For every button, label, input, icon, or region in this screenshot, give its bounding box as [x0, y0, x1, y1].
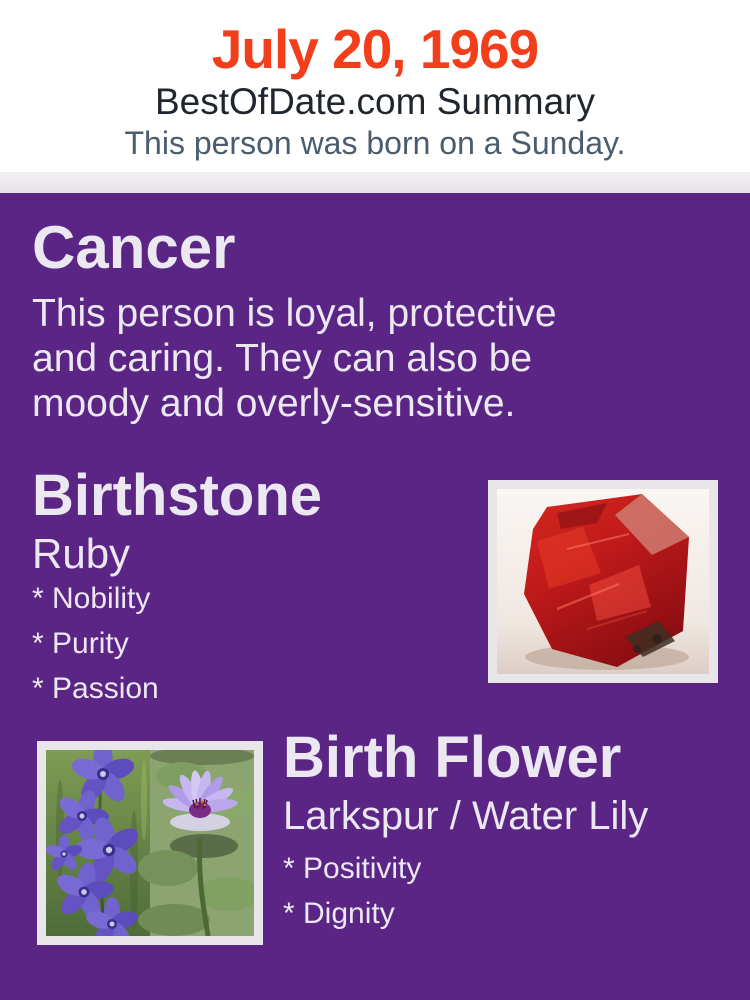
trait-item: * Nobility [32, 582, 151, 615]
birth-flower-name: Larkspur / Water Lily [283, 794, 649, 838]
birthstone-trait-list [32, 584, 159, 719]
larkspur-water-lily-illustration [46, 750, 254, 936]
zodiac-description [32, 291, 557, 426]
trait-item: * Passion [32, 672, 159, 705]
summary-panel [0, 193, 750, 1000]
birth-flower-photo [37, 741, 263, 945]
birthstone-name: Ruby [32, 530, 131, 577]
ruby-gemstone-photo [488, 480, 718, 683]
birth-flower-section-title: Birth Flower [283, 725, 622, 790]
site-summary-title: BestOfDate.com Summary [154, 81, 595, 122]
trait-item: * Positivity [283, 852, 422, 885]
zodiac-description-line: This person is loyal, protective [32, 292, 557, 335]
trait-item: * Dignity [283, 897, 395, 930]
header [0, 0, 750, 172]
divider-band [0, 172, 750, 193]
page-title-date: July 20, 1969 [211, 18, 539, 80]
zodiac-sign-title: Cancer [32, 214, 236, 281]
larkspur-photo-half [46, 750, 152, 936]
birthstone-section-title: Birthstone [32, 463, 322, 528]
trait-item: * Purity [32, 627, 129, 660]
zodiac-description-line: moody and overly-sensitive. [32, 382, 516, 425]
zodiac-description-line: and caring. They can also be [32, 337, 533, 380]
water-lily-photo-half [138, 750, 254, 936]
birth-flower-trait-list [283, 854, 421, 944]
born-day-subtitle: This person was born on a Sunday. [124, 125, 626, 161]
ruby-gem-illustration [497, 489, 709, 674]
